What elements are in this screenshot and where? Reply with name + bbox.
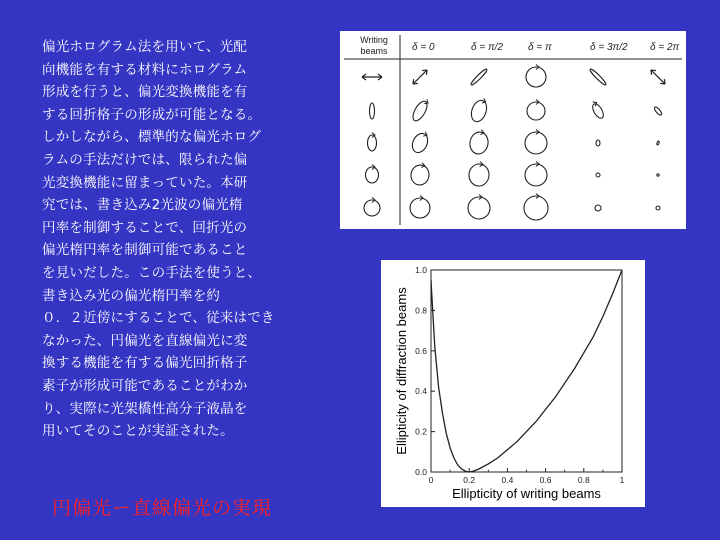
description-line: ラムの手法だけでは、限られた偏 xyxy=(42,151,248,168)
writing-beam-symbol xyxy=(364,198,380,217)
diffraction-ellipse-symbol xyxy=(470,68,488,86)
x-axis-label: Ellipticity of writing beams xyxy=(452,486,601,501)
table-column-header: δ = π/2 xyxy=(471,42,503,53)
description-text xyxy=(42,36,292,443)
diffraction-ellipse-symbol xyxy=(595,205,601,211)
diffraction-ellipse-symbol xyxy=(410,97,431,123)
diffraction-ellipse-symbol xyxy=(596,140,600,146)
y-tick-label: 0.4 xyxy=(415,386,427,397)
x-tick-label: 0.6 xyxy=(539,475,552,485)
description-line: 偏光楕円率を制御可能であること xyxy=(42,242,248,259)
diffraction-ellipse-symbol xyxy=(411,68,429,86)
ellipticity-chart xyxy=(381,260,645,507)
diffraction-ellipse-symbol xyxy=(649,68,667,86)
polarization-table-figure xyxy=(340,31,686,229)
x-tick-label: 0 xyxy=(428,475,434,485)
description-line: 向機能を有する材料にホログラム xyxy=(42,61,248,78)
description-line: 用いてそのことが実証された。 xyxy=(42,423,234,440)
ellipticity-curve xyxy=(431,270,622,472)
x-tick-label: 0.4 xyxy=(501,475,514,485)
diffraction-ellipse-symbol xyxy=(653,106,662,116)
description-line: り、実際に光架橋性高分子液晶を xyxy=(42,400,248,417)
ellipticity-chart-svg xyxy=(381,260,645,507)
writing-beam-symbol xyxy=(370,103,375,119)
diffraction-ellipse-symbol xyxy=(468,195,490,220)
diffraction-ellipse-symbol xyxy=(524,194,548,221)
diffraction-ellipse-symbol xyxy=(526,65,546,88)
diffraction-ellipse-symbol xyxy=(469,96,491,124)
diffraction-ellipse-symbol xyxy=(589,68,607,86)
x-tick-label: 1 xyxy=(619,475,625,485)
table-corner-label: beams xyxy=(360,46,388,56)
table-column-header: δ = 0 xyxy=(412,42,435,53)
description-line: を見いだした。この手法を使うと、 xyxy=(42,264,262,281)
diffraction-ellipse-symbol xyxy=(657,174,659,176)
writing-beam-symbol xyxy=(366,165,379,184)
polarization-table-svg xyxy=(340,31,686,229)
table-column-header: δ = π xyxy=(528,42,552,53)
diffraction-ellipse-symbol xyxy=(525,162,547,187)
table-corner-label: Writing xyxy=(360,35,388,45)
description-line: 光変換機能に留まっていた。本研 xyxy=(42,174,248,191)
table-column-header: δ = 2π xyxy=(650,42,680,53)
x-tick-label: 0.2 xyxy=(463,475,476,485)
description-line: 形成を行うと、偏光変換機能を有 xyxy=(42,84,248,101)
diffraction-ellipse-symbol xyxy=(527,100,545,121)
diffraction-ellipse-symbol xyxy=(468,128,490,155)
y-tick-label: 0.0 xyxy=(415,467,427,477)
diffraction-ellipse-symbol xyxy=(409,129,431,155)
table-column-header: δ = 3π/2 xyxy=(590,42,628,53)
diffraction-ellipse-symbol xyxy=(409,161,431,186)
y-tick-label: 0.8 xyxy=(415,305,427,316)
x-tick-label: 0.8 xyxy=(577,475,590,485)
writing-beam-symbol xyxy=(362,74,382,80)
description-line: ０．２近傍にすることで、従来はでき xyxy=(42,310,275,327)
description-line: なかった、円偏光を直線偏光に変 xyxy=(42,332,248,349)
plot-frame xyxy=(431,270,622,472)
description-line: 換する機能を有する偏光回折格子 xyxy=(42,355,248,372)
slide-caption: 円偏光ー直線偏光の実現 xyxy=(52,497,273,519)
diffraction-ellipse-symbol xyxy=(468,161,490,187)
description-line: 偏光ホログラム法を用いて、光配 xyxy=(42,39,248,55)
diffraction-ellipse-symbol xyxy=(589,100,605,120)
y-tick-label: 0.2 xyxy=(415,426,427,437)
description-line: 究では、書き込み2光波の偏光楕 xyxy=(42,197,243,214)
diffraction-ellipse-symbol xyxy=(596,173,600,177)
diffraction-ellipse-symbol xyxy=(656,206,660,210)
description-line: 円率を制御することで、回折光の xyxy=(42,219,248,236)
diffraction-ellipse-symbol xyxy=(525,130,547,155)
diffraction-ellipse-symbol xyxy=(410,196,430,219)
y-tick-label: 0.6 xyxy=(415,345,427,356)
description-line: 素子が形成可能であることがわか xyxy=(42,377,248,394)
description-line: 書き込み光の偏光楕円率を約 xyxy=(42,287,221,304)
description-line: しかしながら、標準的な偏光ホログ xyxy=(42,129,262,146)
y-tick-label: 1.0 xyxy=(415,265,427,275)
diffraction-ellipse-symbol xyxy=(656,141,659,145)
y-axis-label: Ellipticity of diffraction beams xyxy=(394,287,409,455)
writing-beam-symbol xyxy=(368,133,377,152)
description-line: する回折格子の形成が可能となる。 xyxy=(42,106,262,123)
